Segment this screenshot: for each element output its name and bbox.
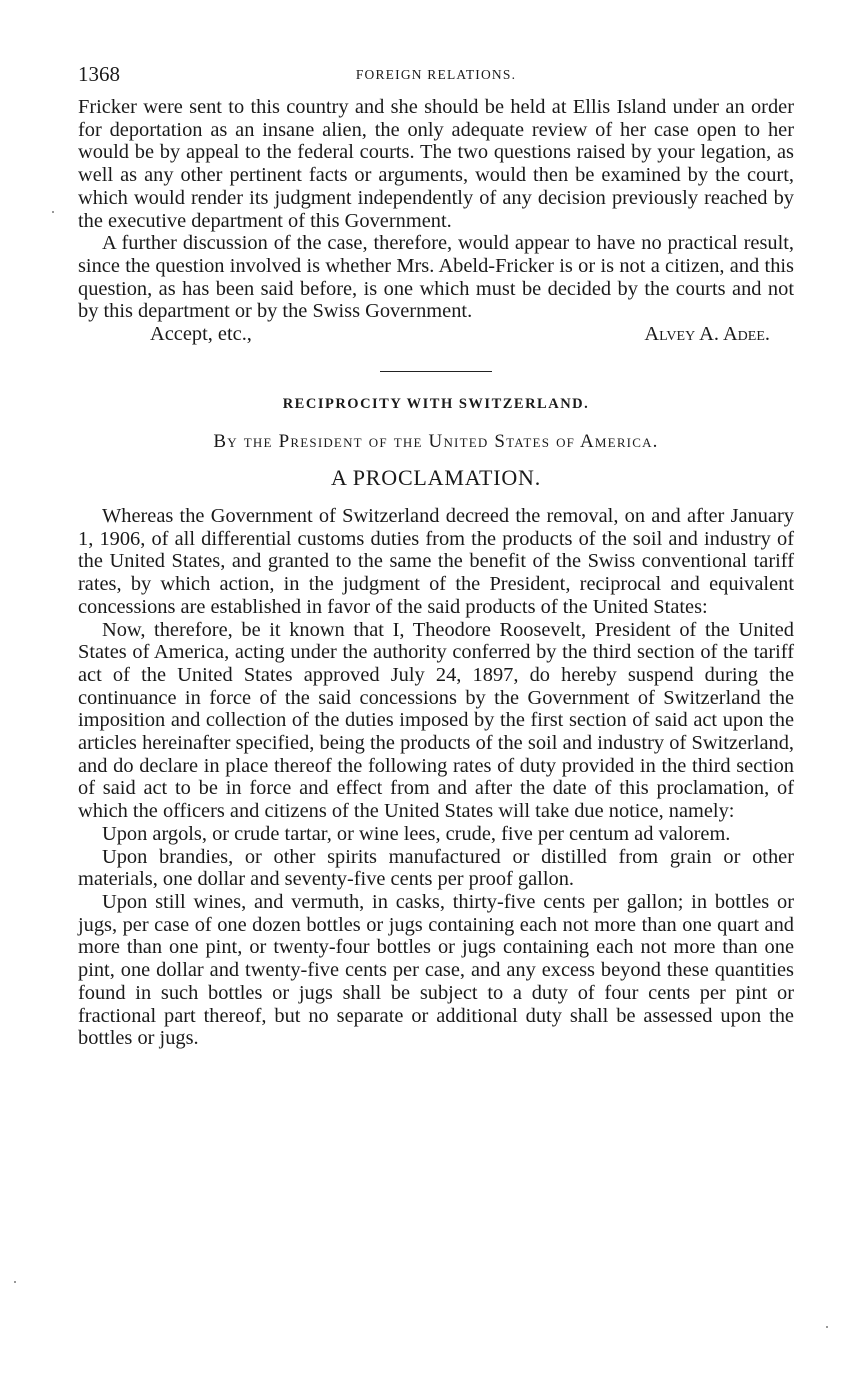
letter-paragraph-2: A further discussion of the case, therefore, would appear to have no practical result, since the question involved is whether Mrs. Abeld-Fricker is or is not a citizen, and this question, as has been said before, is one which must be decided by the courts and not by this department or by the Swiss Government. bbox=[78, 232, 794, 323]
page-number: 1368 bbox=[78, 62, 120, 86]
proclamation-heading: A PROCLAMATION. bbox=[330, 465, 542, 491]
proclamation-paragraph-1: Whereas the Government of Switzerland decreed the removal, on and after January 1, 1906, of all differential customs duties from the products of the soil and industry of the United States, and granted to the same the benefit of the Swiss conventional tariff rates, by which action, in the judgment of the President, reciprocal and equivalent concessions are established in favor of the said products of the United States: bbox=[78, 505, 794, 618]
proclamation-paragraph-4: Upon brandies, or other spirits manufactured or distilled from grain or other materials, one dollar and seventy-five cents per proof gallon. bbox=[78, 845, 794, 891]
running-title: FOREIGN RELATIONS. bbox=[355, 67, 517, 82]
proclamation-paragraph-5: Upon still wines, and vermuth, in casks, thirty-five cents per gallon; in bottles or jugs, per case of one dozen bottles or jugs containing each not more than one quart and more than one pint, or twenty-four bottles or jugs containing each not more than one pint, one dollar and twenty-five cents per case, and any excess beyond these quantities found in such bottles or jugs shall be subject to a duty of four cents per pint or fractional part thereof, but no separate or additional duty shall be assessed upon the bottles or jugs. bbox=[78, 890, 794, 1050]
letter-paragraph-1: Fricker were sent to this country and she should be held at Ellis Island under an order for deportation as an insane alien, the only adequate review of her case open to her would be by appeal to the federal courts. The two questions raised by your legation, as well as any other pertinent facts or arguments, would then be examined by the court, which would render its judgment independently of any decision previously reached by the executive department of this Government. bbox=[78, 96, 794, 232]
page-header bbox=[78, 62, 794, 96]
document-page bbox=[78, 62, 794, 1050]
closing-salutation: Accept, etc., bbox=[150, 323, 252, 346]
scan-speck bbox=[826, 1326, 828, 1328]
proclamation-byline: By the President of the United States of America. bbox=[213, 431, 659, 453]
section-title: RECIPROCITY WITH SWITZERLAND. bbox=[282, 396, 590, 413]
signature: Alvey A. Adee. bbox=[644, 323, 770, 346]
proclamation-paragraph-3: Upon argols, or crude tartar, or wine lees, crude, five per centum ad valorem. bbox=[102, 822, 731, 845]
proclamation-paragraph-2: Now, therefore, be it known that I, Theodore Roosevelt, President of the United States of America, acting under the authority conferred by the third section of the tariff act of the United States approved July 24, 1897, do hereby suspend during the continuance in force of the said concessions by the Government of Switzerland the imposition and collection of the duties imposed by the first section of said act upon the articles hereinafter specified, being the products of the soil and industry of Switzerland, and do declare in place thereof the following rates of duty provided in the third section of said act to be in force and effect from and after the date of this proclamation, of which the officers and citizens of the United States will take due notice, namely: bbox=[78, 618, 794, 823]
scan-speck bbox=[14, 1281, 16, 1283]
scan-speck bbox=[52, 211, 54, 213]
letter-closing bbox=[78, 323, 794, 349]
section-divider bbox=[380, 371, 492, 372]
